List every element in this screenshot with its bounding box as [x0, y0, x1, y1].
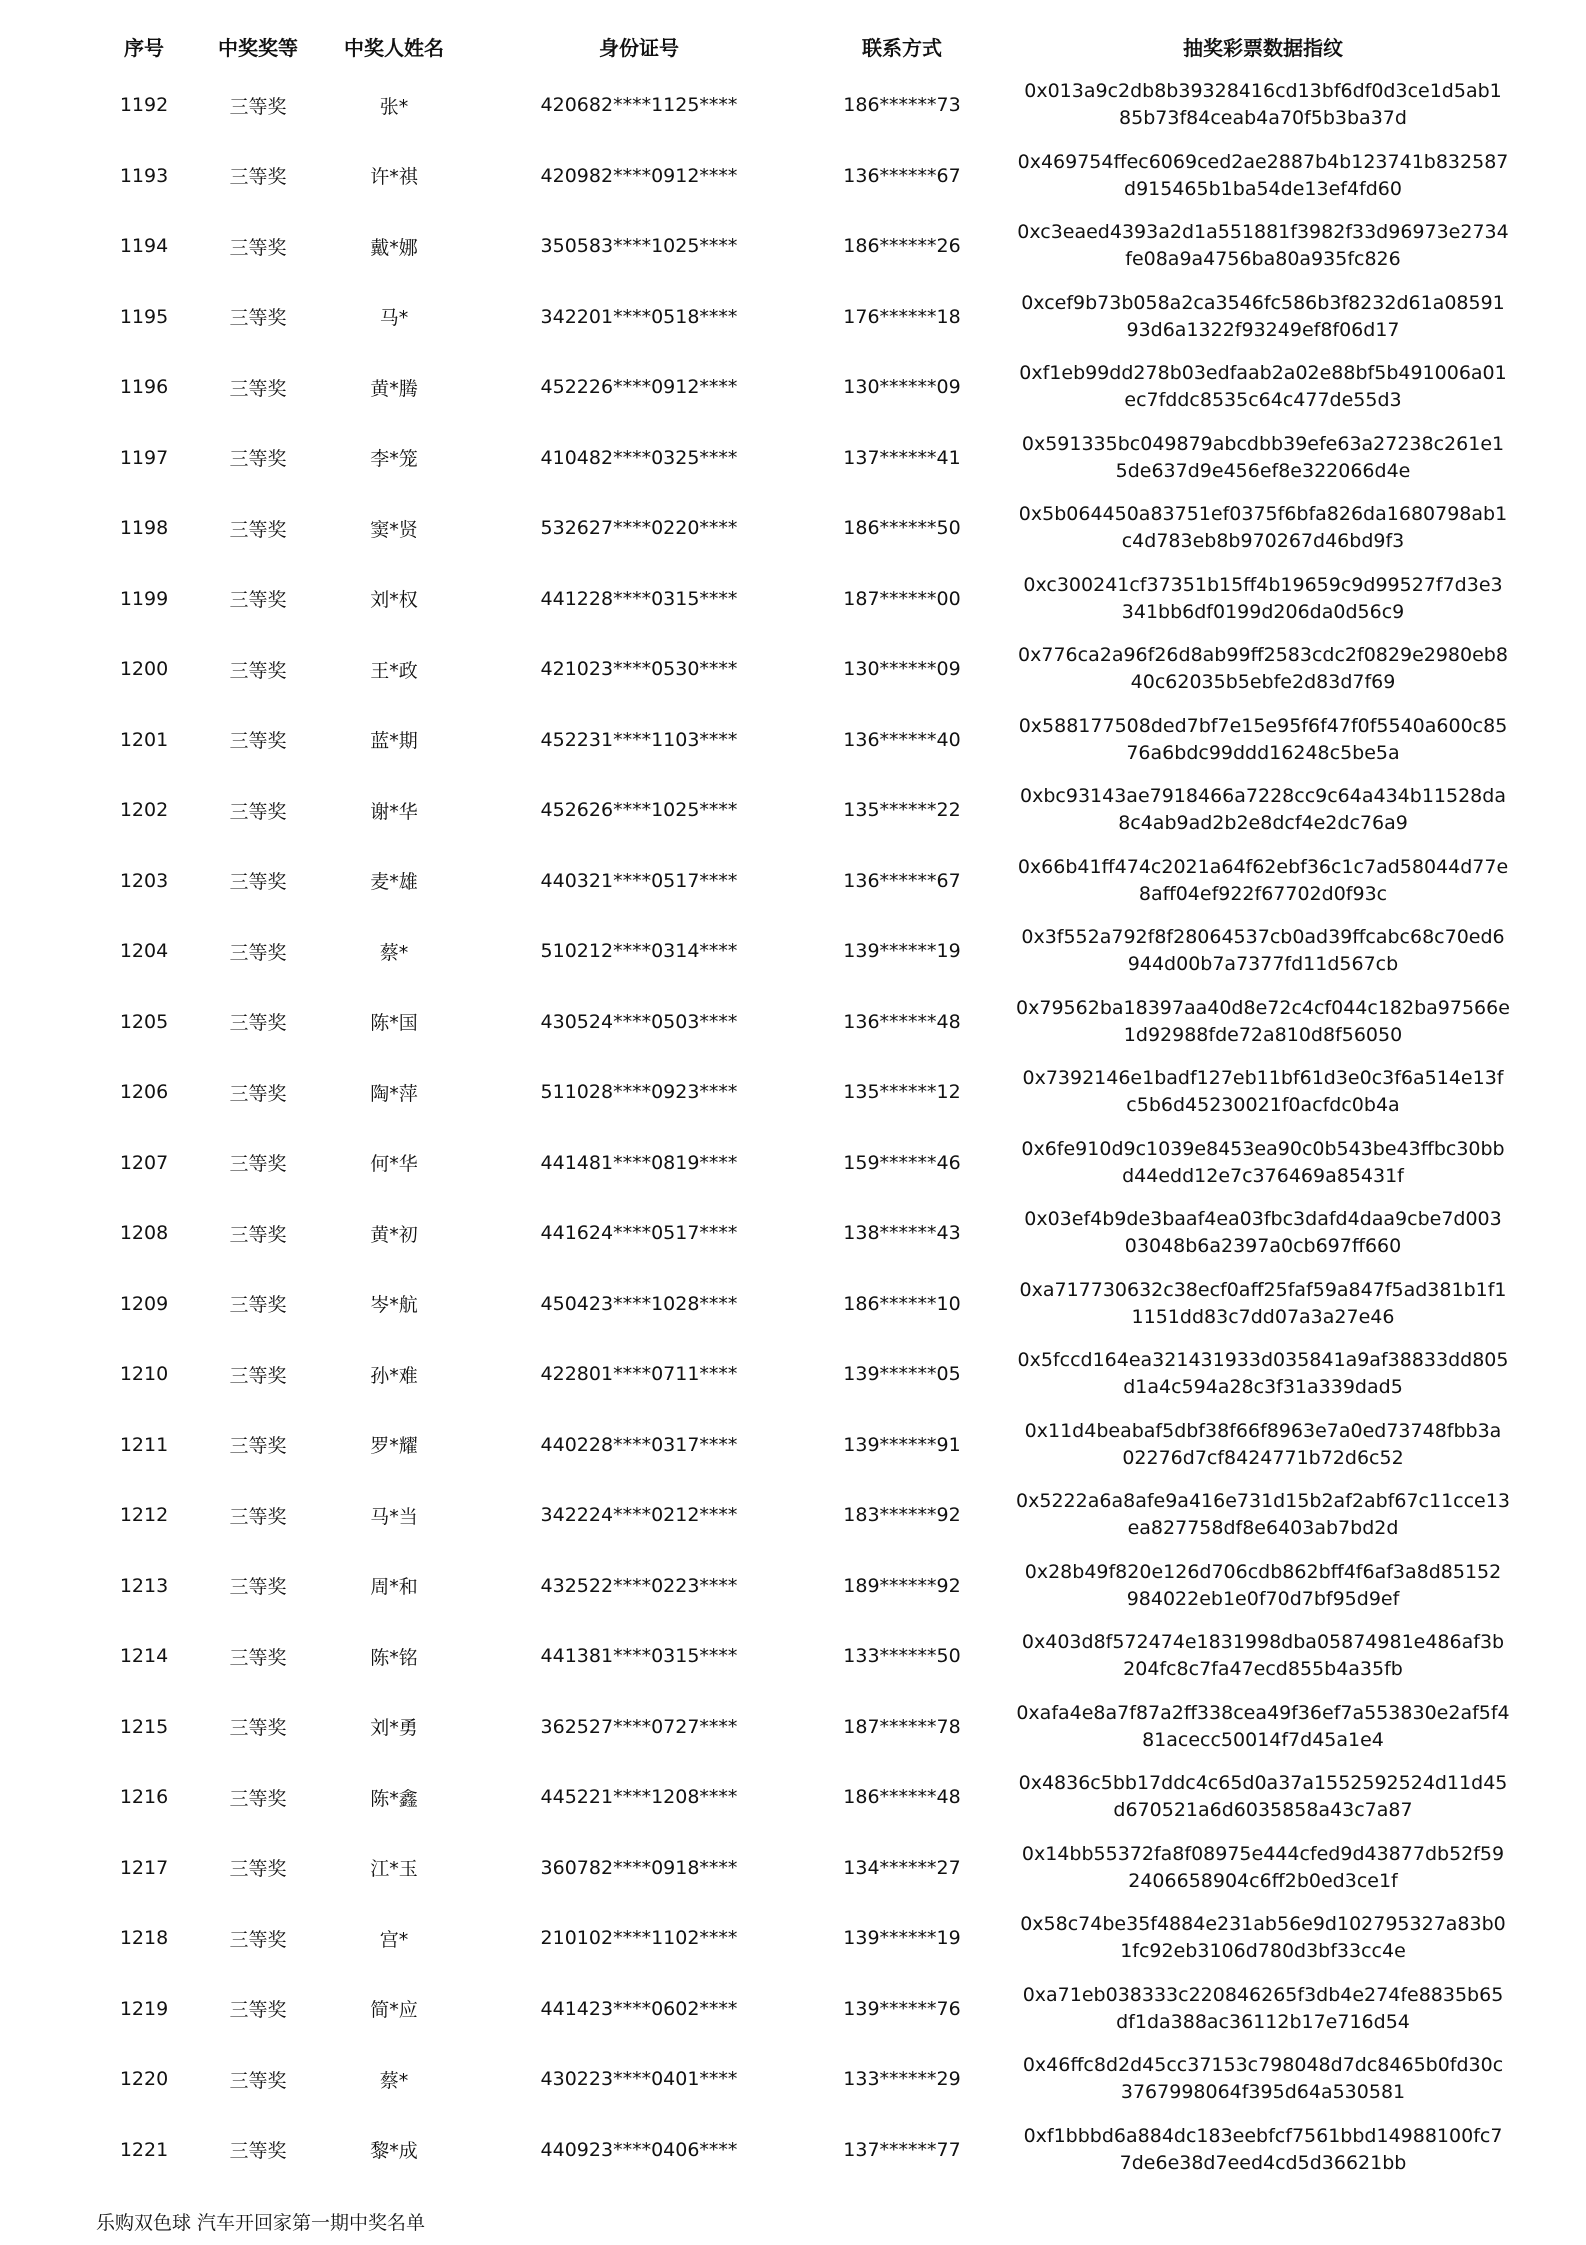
- hash-line-1: 0xc300241cf37351b15ff4b19659c9d99527f7d3e3: [1023, 573, 1503, 596]
- hash-line-2: d1a4c594a28c3f31a339dad5: [1123, 1376, 1403, 1399]
- hash-line-2: 85b73f84ceab4a70f5b3ba37d: [1119, 107, 1407, 130]
- hash-line-1: 0x14bb55372fa8f08975e444cfed9d43877db52f59: [1021, 1842, 1505, 1865]
- hash-line-1: 0x79562ba18397aa40d8e72c4cf044c182ba97566e: [1016, 996, 1510, 1019]
- cell-seq: 1197: [119, 446, 169, 469]
- cell-name: 麦*雄: [370, 871, 418, 894]
- hash-line-2: d670521a6d6035858a43c7a87: [1113, 1799, 1413, 1822]
- cell-name: 江*玉: [370, 1858, 418, 1881]
- cell-phone: 139******91: [843, 1433, 961, 1456]
- hash-line-1: 0x5b064450a83751ef0375f6bfa826da1680798ab1: [1018, 503, 1508, 526]
- cell-seq: 1213: [119, 1574, 169, 1597]
- cell-seq: 1198: [119, 517, 169, 540]
- hash-line-2: ea827758df8e6403ab7bd2d: [1127, 1517, 1399, 1540]
- cell-name: 刘*勇: [370, 1717, 418, 1740]
- hash-line-2: 5de637d9e456ef8e322066d4e: [1115, 459, 1411, 482]
- cell-name: 王*政: [370, 659, 418, 682]
- cell-phone: 137******77: [843, 2138, 961, 2161]
- cell-hash: [1000, 987, 1526, 1058]
- cell-hash: [1000, 141, 1526, 212]
- cell-prize: 三等奖: [229, 1576, 287, 1599]
- table-row: [86, 1551, 1526, 1622]
- cell-hash: [1000, 634, 1526, 705]
- cell-id: 441481****0819****: [540, 1151, 738, 1174]
- hash-line-1: 0x013a9c2db8b39328416cd13bf6df0d3ce1d5ab1: [1024, 80, 1502, 103]
- cell-seq: 1215: [119, 1715, 169, 1738]
- table-row: [86, 211, 1526, 282]
- cell-prize: 三等奖: [229, 659, 287, 682]
- cell-phone: 134******27: [843, 1856, 961, 1879]
- table-row: [86, 141, 1526, 212]
- cell-name: 戴*娜: [370, 236, 418, 259]
- cell-id: 410482****0325****: [540, 446, 738, 469]
- cell-seq: 1211: [119, 1433, 169, 1456]
- cell-id: 441624****0517****: [540, 1222, 738, 1245]
- hash-line-1: 0xf1bbbd6a884dc183eebfcf7561bbd14988100fc7: [1023, 2124, 1503, 2147]
- hash-line-1: 0x11d4beabaf5dbf38f66f8963e7a0ed73748fbb3a: [1024, 1419, 1502, 1442]
- hash-line-2: 1fc92eb3106d780d3bf33cc4e: [1120, 1940, 1406, 1963]
- cell-seq: 1204: [119, 940, 169, 963]
- cell-prize: 三等奖: [229, 95, 287, 118]
- cell-phone: 130******09: [843, 376, 961, 399]
- cell-id: 422801****0711****: [540, 1363, 738, 1386]
- cell-hash: [1000, 1269, 1526, 1340]
- cell-hash: [1000, 1621, 1526, 1692]
- winners-table: [86, 22, 1526, 2185]
- cell-hash: [1000, 2115, 1526, 2186]
- hash-line-1: 0x469754ffec6069ced2ae2887b4b123741b832587: [1017, 150, 1509, 173]
- cell-name: 陈*国: [370, 1012, 418, 1035]
- table-row: [86, 1339, 1526, 1410]
- hash-line-2: 984022eb1e0f70d7bf95d9ef: [1126, 1587, 1400, 1610]
- table-row: [86, 846, 1526, 917]
- hash-line-1: 0x591335bc049879abcdbb39efe63a27238c261e1: [1021, 432, 1505, 455]
- hash-line-1: 0x3f552a792f8f28064537cb0ad39ffcabc68c70ed6: [1021, 926, 1505, 949]
- cell-prize: 三等奖: [229, 2069, 287, 2092]
- hash-line-2: 03048b6a2397a0cb697ff660: [1124, 1235, 1402, 1258]
- hash-line-1: 0xa71eb038333c220846265f3db4e274fe8835b65: [1022, 1983, 1504, 2006]
- hash-line-2: 40c62035b5ebfe2d83d7f69: [1130, 671, 1396, 694]
- cell-prize: 三等奖: [229, 941, 287, 964]
- table-row: [86, 564, 1526, 635]
- header-id: 身份证号: [599, 35, 679, 60]
- table-row: [86, 2044, 1526, 2115]
- hash-line-2: 76a6bdc99ddd16248c5be5a: [1126, 741, 1400, 764]
- hash-line-1: 0x58c74be35f4884e231ab56e9d102795327a83b0: [1020, 1913, 1506, 1936]
- header-name: 中奖人姓名: [344, 35, 444, 60]
- cell-prize: 三等奖: [229, 2140, 287, 2163]
- cell-id: 421023****0530****: [540, 658, 738, 681]
- cell-prize: 三等奖: [229, 1505, 287, 1528]
- cell-hash: [1000, 211, 1526, 282]
- hash-line-2: c4d783eb8b970267d46bd9f3: [1121, 530, 1405, 553]
- cell-prize: 三等奖: [229, 518, 287, 541]
- cell-hash: [1000, 1057, 1526, 1128]
- hash-line-1: 0x28b49f820e126d706cdb862bff4f6af3a8d85152: [1024, 1560, 1502, 1583]
- hash-line-2: df1da388ac36112b17e716d54: [1116, 2010, 1410, 2033]
- document-footer: 乐购双色球 汽车开回家第一期中奖名单: [96, 2212, 426, 2234]
- hash-line-2: 1151dd83c7dd07a3a27e46: [1131, 1305, 1395, 1328]
- table-row: [86, 987, 1526, 1058]
- cell-id: 432522****0223****: [540, 1574, 738, 1597]
- cell-phone: 189******92: [843, 1574, 961, 1597]
- cell-phone: 136******67: [843, 164, 961, 187]
- hash-line-1: 0x5222a6a8afe9a416e731d15b2af2abf67c11cce13: [1016, 1490, 1510, 1513]
- cell-hash: [1000, 1903, 1526, 1974]
- hash-line-1: 0xbc93143ae7918466a7228cc9c64a434b11528da: [1020, 785, 1506, 808]
- cell-hash: [1000, 775, 1526, 846]
- cell-prize: 三等奖: [229, 1153, 287, 1176]
- cell-prize: 三等奖: [229, 377, 287, 400]
- cell-id: 511028****0923****: [540, 1081, 738, 1104]
- cell-seq: 1216: [119, 1786, 169, 1809]
- cell-seq: 1208: [119, 1222, 169, 1245]
- cell-prize: 三等奖: [229, 589, 287, 612]
- cell-id: 342224****0212****: [540, 1504, 738, 1527]
- cell-seq: 1203: [119, 869, 169, 892]
- cell-prize: 三等奖: [229, 871, 287, 894]
- cell-prize: 三等奖: [229, 236, 287, 259]
- table-row: [86, 916, 1526, 987]
- table-row: [86, 775, 1526, 846]
- cell-name: 周*和: [370, 1576, 418, 1599]
- cell-phone: 176******18: [843, 305, 961, 328]
- cell-prize: 三等奖: [229, 1435, 287, 1458]
- cell-hash: [1000, 1410, 1526, 1481]
- cell-phone: 159******46: [843, 1151, 961, 1174]
- hash-line-2: 8c4ab9ad2b2e8dcf4e2dc76a9: [1118, 812, 1408, 835]
- cell-name: 许*祺: [370, 166, 418, 189]
- cell-seq: 1220: [119, 2068, 169, 2091]
- cell-hash: [1000, 493, 1526, 564]
- cell-seq: 1202: [119, 799, 169, 822]
- cell-hash: [1000, 1551, 1526, 1622]
- cell-hash: [1000, 2044, 1526, 2115]
- table-row: [86, 705, 1526, 776]
- cell-hash: [1000, 846, 1526, 917]
- hash-line-2: 944d00b7a7377fd11d567cb: [1127, 953, 1399, 976]
- cell-phone: 183******92: [843, 1504, 961, 1527]
- hash-line-1: 0x7392146e1badf127eb11bf61d3e0c3f6a514e13f: [1022, 1067, 1504, 1090]
- cell-prize: 三等奖: [229, 166, 287, 189]
- cell-seq: 1199: [119, 587, 169, 610]
- cell-name: 黄*初: [370, 1223, 418, 1246]
- table-row: [86, 423, 1526, 494]
- cell-id: 362527****0727****: [540, 1715, 738, 1738]
- cell-name: 谢*华: [370, 800, 418, 823]
- cell-hash: [1000, 1762, 1526, 1833]
- table-row: [86, 1198, 1526, 1269]
- cell-prize: 三等奖: [229, 1928, 287, 1951]
- table-row: [86, 282, 1526, 353]
- cell-id: 452226****0912****: [540, 376, 738, 399]
- table-row: [86, 1833, 1526, 1904]
- hash-line-1: 0x776ca2a96f26d8ab99ff2583cdc2f0829e2980eb8: [1018, 644, 1508, 667]
- cell-phone: 186******48: [843, 1786, 961, 1809]
- hash-line-1: 0x403d8f572474e1831998dba05874981e486af3b: [1021, 1631, 1505, 1654]
- cell-name: 何*华: [370, 1153, 418, 1176]
- hash-line-1: 0x46ffc8d2d45cc37153c798048d7dc8465b0fd30c: [1022, 2054, 1504, 2077]
- cell-name: 简*应: [370, 1999, 418, 2022]
- cell-prize: 三等奖: [229, 1858, 287, 1881]
- table-row: [86, 2115, 1526, 2186]
- hash-line-1: 0xafa4e8a7f87a2ff338cea49f36ef7a553830e2af5f4: [1016, 1701, 1510, 1724]
- cell-phone: 136******40: [843, 728, 961, 751]
- cell-id: 440228****0317****: [540, 1433, 738, 1456]
- cell-prize: 三等奖: [229, 1646, 287, 1669]
- header-prize: 中奖奖等: [218, 35, 298, 60]
- cell-phone: 137******41: [843, 446, 961, 469]
- cell-seq: 1207: [119, 1151, 169, 1174]
- cell-id: 210102****1102****: [540, 1927, 738, 1950]
- hash-line-2: 81acecc50014f7d45a1e4: [1142, 1728, 1384, 1751]
- cell-seq: 1205: [119, 1010, 169, 1033]
- table-row: [86, 1057, 1526, 1128]
- cell-phone: 135******22: [843, 799, 961, 822]
- table-row: [86, 352, 1526, 423]
- table-row: [86, 1974, 1526, 2045]
- cell-prize: 三等奖: [229, 307, 287, 330]
- cell-id: 440321****0517****: [540, 869, 738, 892]
- cell-hash: [1000, 352, 1526, 423]
- hash-line-2: 2406658904c6ff2b0ed3ce1f: [1128, 1869, 1398, 1892]
- table-row: [86, 70, 1526, 141]
- cell-name: 黄*腾: [370, 377, 418, 400]
- hash-line-2: ec7fddc8535c64c477de55d3: [1124, 389, 1402, 412]
- cell-phone: 139******19: [843, 940, 961, 963]
- cell-prize: 三等奖: [229, 1717, 287, 1740]
- cell-prize: 三等奖: [229, 1787, 287, 1810]
- cell-id: 430223****0401****: [540, 2068, 738, 2091]
- hash-line-1: 0x5fccd164ea321431933d035841a9af38833dd805: [1017, 1349, 1509, 1372]
- cell-prize: 三等奖: [229, 448, 287, 471]
- cell-name: 宫*: [379, 1928, 409, 1951]
- cell-name: 李*笼: [370, 448, 418, 471]
- hash-line-2: 8aff04ef922f67702d0f93c: [1138, 882, 1388, 905]
- hash-line-2: 7de6e38d7eed4cd5d36621bb: [1119, 2151, 1407, 2174]
- cell-id: 441228****0315****: [540, 587, 738, 610]
- cell-phone: 135******12: [843, 1081, 961, 1104]
- cell-name: 陶*萍: [370, 1082, 418, 1105]
- hash-line-1: 0x588177508ded7bf7e15e95f6f47f0f5540a600c85: [1018, 714, 1508, 737]
- hash-line-2: fe08a9a4756ba80a935fc826: [1125, 248, 1401, 271]
- hash-line-1: 0xcef9b73b058a2ca3546fc586b3f8232d61a08591: [1021, 291, 1505, 314]
- cell-seq: 1219: [119, 1997, 169, 2020]
- cell-seq: 1200: [119, 658, 169, 681]
- header-hash: 抽奖彩票数据指纹: [1183, 35, 1343, 60]
- hash-line-2: 341bb6df0199d206da0d56c9: [1121, 600, 1405, 623]
- cell-name: 罗*耀: [370, 1435, 418, 1458]
- hash-line-2: 1d92988fde72a810d8f56050: [1123, 1023, 1403, 1046]
- cell-seq: 1212: [119, 1504, 169, 1527]
- cell-prize: 三等奖: [229, 800, 287, 823]
- cell-id: 350583****1025****: [540, 235, 738, 258]
- cell-id: 420982****0912****: [540, 164, 738, 187]
- hash-line-1: 0x66b41ff474c2021a64f62ebf36c1c7ad58044d77e: [1017, 855, 1509, 878]
- cell-id: 430524****0503****: [540, 1010, 738, 1033]
- hash-line-1: 0x4836c5bb17ddc4c65d0a37a1552592524d11d45: [1018, 1772, 1508, 1795]
- cell-name: 窦*贤: [370, 518, 418, 541]
- cell-name: 马*: [379, 307, 409, 330]
- cell-id: 445221****1208****: [540, 1786, 738, 1809]
- cell-prize: 三等奖: [229, 1012, 287, 1035]
- cell-id: 452231****1103****: [540, 728, 738, 751]
- cell-phone: 136******48: [843, 1010, 961, 1033]
- cell-hash: [1000, 1833, 1526, 1904]
- cell-seq: 1218: [119, 1927, 169, 1950]
- hash-line-1: 0xa717730632c38ecf0aff25faf59a847f5ad381b1f1: [1019, 1278, 1507, 1301]
- table-row: [86, 1128, 1526, 1199]
- cell-id: 440923****0406****: [540, 2138, 738, 2161]
- cell-seq: 1194: [119, 235, 169, 258]
- cell-hash: [1000, 1692, 1526, 1763]
- hash-line-1: 0xf1eb99dd278b03edfaab2a02e88bf5b491006a01: [1019, 362, 1507, 385]
- cell-seq: 1201: [119, 728, 169, 751]
- cell-name: 黎*成: [370, 2140, 418, 2163]
- cell-name: 陈*铭: [370, 1646, 418, 1669]
- cell-phone: 139******05: [843, 1363, 961, 1386]
- hash-line-1: 0x6fe910d9c1039e8453ea90c0b543be43ffbc30bb: [1021, 1137, 1505, 1160]
- hash-line-1: 0xc3eaed4393a2d1a551881f3982f33d96973e2734: [1017, 221, 1509, 244]
- hash-line-2: 02276d7cf8424771b72d6c52: [1122, 1446, 1404, 1469]
- cell-hash: [1000, 916, 1526, 987]
- cell-seq: 1193: [119, 164, 169, 187]
- cell-prize: 三等奖: [229, 1082, 287, 1105]
- cell-phone: 187******00: [843, 587, 961, 610]
- cell-id: 452626****1025****: [540, 799, 738, 822]
- cell-name: 蔡*: [379, 2069, 409, 2092]
- table-row: [86, 1480, 1526, 1551]
- hash-line-2: 204fc8c7fa47ecd855b4a35fb: [1123, 1658, 1403, 1681]
- cell-seq: 1206: [119, 1081, 169, 1104]
- cell-id: 510212****0314****: [540, 940, 738, 963]
- cell-name: 陈*鑫: [370, 1787, 418, 1810]
- cell-seq: 1195: [119, 305, 169, 328]
- table-row: [86, 1762, 1526, 1833]
- cell-name: 张*: [379, 95, 409, 118]
- cell-phone: 186******50: [843, 517, 961, 540]
- cell-name: 蔡*: [379, 941, 409, 964]
- cell-prize: 三等奖: [229, 1294, 287, 1317]
- cell-id: 360782****0918****: [540, 1856, 738, 1879]
- cell-hash: [1000, 1480, 1526, 1551]
- cell-seq: 1214: [119, 1645, 169, 1668]
- cell-hash: [1000, 423, 1526, 494]
- cell-name: 马*当: [370, 1505, 418, 1528]
- hash-line-2: 3767998064f395d64a530581: [1120, 2081, 1406, 2104]
- table-row: [86, 1269, 1526, 1340]
- cell-phone: 130******09: [843, 658, 961, 681]
- cell-hash: [1000, 564, 1526, 635]
- table-body: [86, 70, 1526, 2185]
- cell-phone: 138******43: [843, 1222, 961, 1245]
- hash-line-2: d915465b1ba54de13ef4fd60: [1124, 177, 1402, 200]
- cell-seq: 1209: [119, 1292, 169, 1315]
- cell-id: 342201****0518****: [540, 305, 738, 328]
- cell-id: 420682****1125****: [540, 94, 738, 117]
- cell-hash: [1000, 1974, 1526, 2045]
- header-seq: 序号: [124, 35, 164, 60]
- table-row: [86, 493, 1526, 564]
- cell-prize: 三等奖: [229, 1223, 287, 1246]
- cell-phone: 133******29: [843, 2068, 961, 2091]
- cell-seq: 1217: [119, 1856, 169, 1879]
- cell-hash: [1000, 1128, 1526, 1199]
- cell-phone: 186******73: [843, 94, 961, 117]
- cell-phone: 139******76: [843, 1997, 961, 2020]
- cell-hash: [1000, 1198, 1526, 1269]
- cell-hash: [1000, 282, 1526, 353]
- hash-line-2: d44edd12e7c376469a85431f: [1122, 1164, 1404, 1187]
- cell-name: 岑*航: [370, 1294, 418, 1317]
- cell-id: 441381****0315****: [540, 1645, 738, 1668]
- cell-prize: 三等奖: [229, 1999, 287, 2022]
- cell-name: 孙*难: [370, 1364, 418, 1387]
- cell-phone: 133******50: [843, 1645, 961, 1668]
- cell-id: 532627****0220****: [540, 517, 738, 540]
- cell-phone: 139******19: [843, 1927, 961, 1950]
- cell-hash: [1000, 1339, 1526, 1410]
- cell-id: 450423****1028****: [540, 1292, 738, 1315]
- cell-id: 441423****0602****: [540, 1997, 738, 2020]
- header-phone: 联系方式: [862, 35, 942, 60]
- cell-phone: 186******26: [843, 235, 961, 258]
- cell-name: 蓝*期: [370, 730, 418, 753]
- hash-line-2: c5b6d45230021f0acfdc0b4a: [1126, 1094, 1400, 1117]
- cell-phone: 187******78: [843, 1715, 961, 1738]
- cell-prize: 三等奖: [229, 730, 287, 753]
- hash-line-1: 0x03ef4b9de3baaf4ea03fbc3dafd4daa9cbe7d003: [1024, 1208, 1502, 1231]
- cell-seq: 1221: [119, 2138, 169, 2161]
- table-row: [86, 1621, 1526, 1692]
- table-row: [86, 1903, 1526, 1974]
- cell-seq: 1196: [119, 376, 169, 399]
- cell-hash: [1000, 70, 1526, 141]
- cell-seq: 1192: [119, 94, 169, 117]
- cell-name: 刘*权: [370, 589, 418, 612]
- hash-line-2: 93d6a1322f93249ef8f06d17: [1126, 318, 1400, 341]
- table-header-row: [86, 22, 1526, 70]
- cell-phone: 136******67: [843, 869, 961, 892]
- cell-prize: 三等奖: [229, 1364, 287, 1387]
- table-row: [86, 634, 1526, 705]
- table-row: [86, 1692, 1526, 1763]
- cell-hash: [1000, 705, 1526, 776]
- table-row: [86, 1410, 1526, 1481]
- cell-seq: 1210: [119, 1363, 169, 1386]
- cell-phone: 186******10: [843, 1292, 961, 1315]
